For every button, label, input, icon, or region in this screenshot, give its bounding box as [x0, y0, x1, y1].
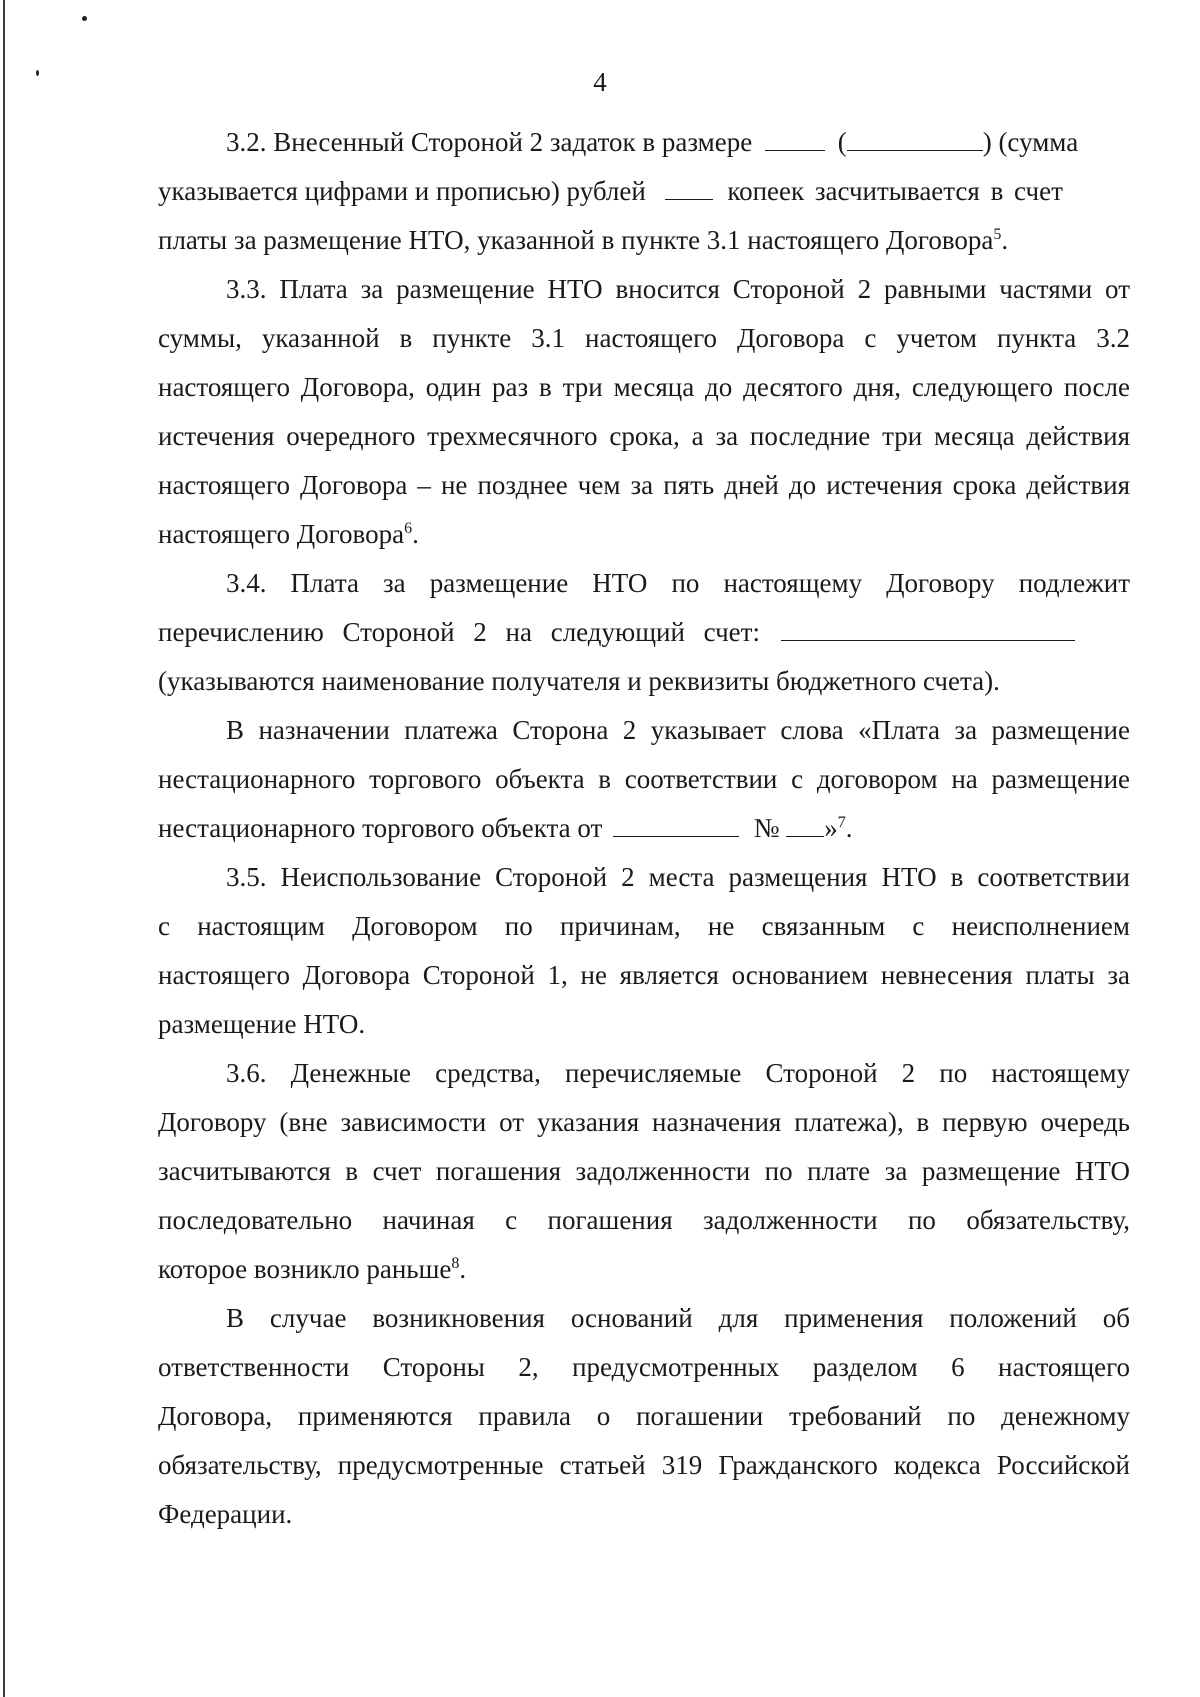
text-line: (указываются наименование получателя и реквизиты бюджетного счета). — [158, 666, 1000, 696]
footnote-ref: 8 — [451, 1255, 460, 1272]
text-line — [158, 216, 1130, 265]
text-fragment: платы за размещение НТО, указанной в пункте 3.1 настоящего Договора — [158, 225, 994, 255]
text-fragment: настоящего Договора — [158, 519, 405, 549]
text-line: обязательству, предусмотренные статьей 319 Гражданского кодекса Российской — [158, 1450, 1130, 1480]
text-fragment: указывается цифрами и прописью) рублей — [158, 176, 646, 206]
text-line — [158, 804, 1130, 853]
text-fragment: » — [824, 813, 838, 843]
text-fragment: копеек засчитывается в счет — [727, 176, 1063, 206]
date-blank-field — [613, 814, 739, 837]
paragraph-payment-purpose — [158, 706, 1130, 853]
text-line — [158, 608, 1130, 657]
text-fragment: . — [845, 813, 853, 843]
blank-field — [847, 128, 983, 151]
text-line: 3.5. Неиспользование Стороной 2 места размещения НТО в соответствии — [226, 862, 1130, 892]
text-line: ответственности Стороны 2, предусмотренных разделом 6 настоящего — [158, 1352, 1130, 1382]
text-line: последовательно начиная с погашения задолженности по обязательству, — [158, 1205, 1130, 1235]
text-line: суммы, указанной в пункте 3.1 настоящего Договора с учетом пункта 3.2 — [158, 323, 1130, 353]
text-line — [158, 1245, 1130, 1294]
text-line: настоящего Договора – не позднее чем за пять дней до истечения срока действия — [158, 470, 1130, 500]
page-number: 4 — [593, 67, 607, 97]
paragraph-3-6 — [158, 1049, 1130, 1294]
text-line — [158, 167, 1130, 216]
text-line: Договора, применяются правила о погашении требований по денежному — [158, 1401, 1130, 1431]
text-line: В назначении платежа Сторона 2 указывает слова «Плата за размещение — [226, 715, 1130, 745]
text-line: 3.6. Денежные средства, перечисляемые Стороной 2 по настоящему — [226, 1058, 1130, 1088]
footnote-ref: 5 — [993, 226, 1002, 243]
paragraph-liability — [158, 1294, 1130, 1539]
document-body — [158, 118, 1130, 1539]
text-line: настоящего Договора Стороной 1, не является основанием невнесения платы за — [158, 960, 1130, 990]
text-line — [158, 118, 1130, 167]
blank-field — [765, 128, 825, 151]
paragraph-3-4 — [158, 559, 1130, 706]
text-fragment: № — [753, 813, 780, 843]
paragraph-3-2 — [158, 118, 1130, 265]
blank-field — [665, 177, 713, 200]
text-fragment: перечислению Стороной 2 на следующий счет: — [158, 617, 760, 647]
text-line: истечения очередного трехмесячного срока, а за последние три месяца действия — [158, 421, 1130, 451]
text-fragment: . — [1001, 225, 1009, 255]
account-blank-field — [781, 618, 1075, 641]
text-fragment: . — [412, 519, 419, 549]
scan-speck — [82, 16, 87, 21]
text-line: с настоящим Договором по причинам, не связанным с неисполнением — [158, 911, 1130, 941]
text-line: 3.3. Плата за размещение НТО вносится Стороной 2 равными частями от — [226, 274, 1130, 304]
text-line: В случае возникновения оснований для применения положений об — [226, 1303, 1130, 1333]
text-line: 3.4. Плата за размещение НТО по настоящему Договору подлежит — [226, 568, 1130, 598]
paragraph-3-5 — [158, 853, 1130, 1049]
text-line: засчитываются в счет погашения задолженности по плате за размещение НТО — [158, 1156, 1130, 1186]
text-fragment: ) (сумма — [982, 127, 1079, 157]
text-fragment: ( — [837, 127, 847, 157]
text-line: размещение НТО. — [158, 1009, 366, 1039]
text-fragment: нестационарного торгового объекта от — [158, 813, 603, 843]
text-line — [158, 510, 1130, 559]
footnote-ref: 7 — [837, 814, 846, 831]
paragraph-3-3 — [158, 265, 1130, 559]
text-line: настоящего Договора, один раз в три месяца до десятого дня, следующего после — [158, 372, 1130, 402]
text-fragment: которое возникло раньше — [158, 1254, 452, 1284]
text-fragment: . — [459, 1254, 467, 1284]
footnote-ref: 6 — [404, 520, 413, 537]
page-left-edge — [3, 0, 5, 1697]
text-line: нестационарного торгового объекта в соответствии с договором на размещение — [158, 764, 1130, 794]
text-line: Договору (вне зависимости от указания назначения платежа), в первую очередь — [158, 1107, 1130, 1137]
text-line: Федерации. — [158, 1499, 293, 1529]
number-blank-field — [786, 814, 824, 837]
text-fragment: 3.2. Внесенный Стороной 2 задаток в размере — [226, 127, 753, 157]
